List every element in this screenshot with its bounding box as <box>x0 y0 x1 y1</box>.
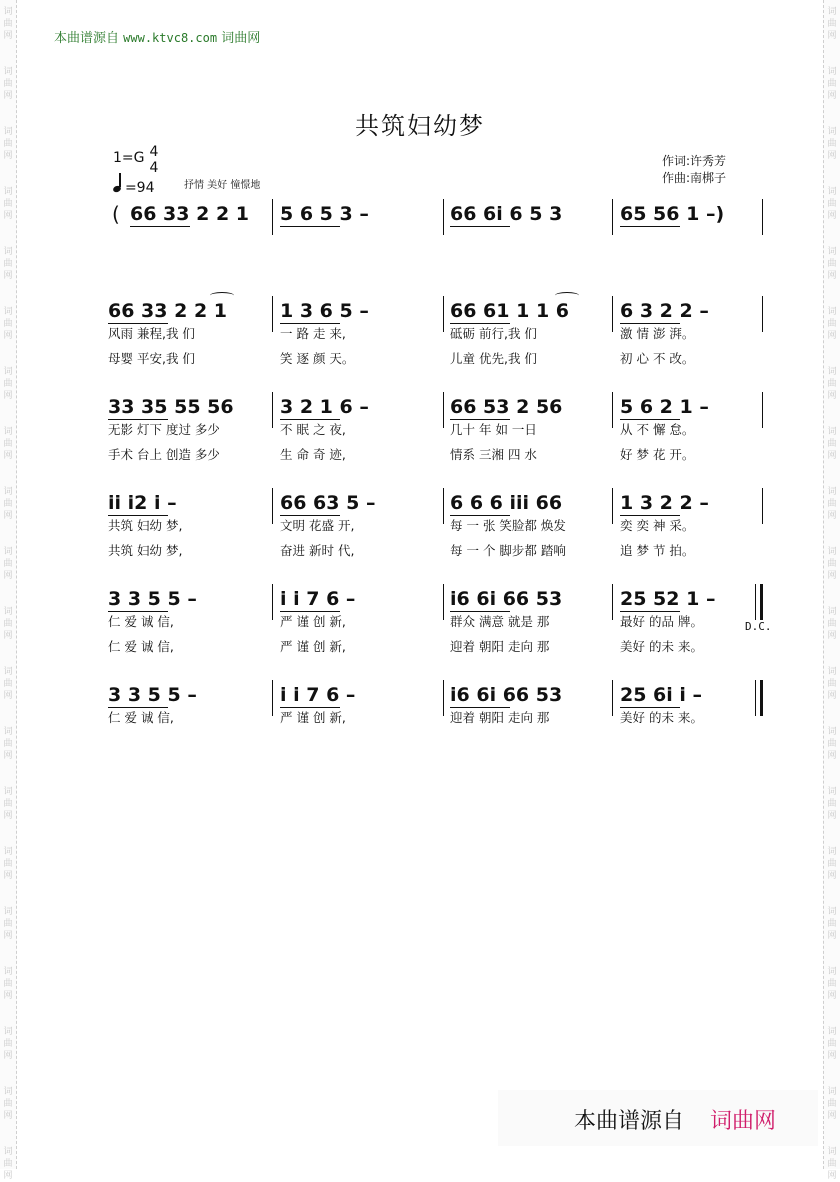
lyric-verse-1: 奕 奕 神 采。 <box>620 518 695 533</box>
watermark-right: 词 曲 网 <box>827 667 837 701</box>
lyric-verse-2: 手术 台上 创造 多少 <box>108 447 220 462</box>
header-suffix: 词曲网 <box>221 31 261 46</box>
quarter-note-icon <box>112 185 122 193</box>
measure-notes: 33 35 55 56 <box>108 396 234 418</box>
watermark-left: 词 曲 网 <box>3 847 13 881</box>
watermark-right: 词 曲 网 <box>827 1147 837 1181</box>
lyric-verse-2: 共筑 妇幼 梦, <box>108 543 183 558</box>
watermark-right: 词 曲 网 <box>827 427 837 461</box>
barline <box>443 488 444 524</box>
lyric-verse-1: 严 谨 创 新, <box>280 710 346 725</box>
beam-underline <box>620 515 680 516</box>
measure-notes: 5 6 2 1 – <box>620 396 709 418</box>
barline <box>272 296 273 332</box>
barline <box>443 680 444 716</box>
watermark-right: 词 曲 网 <box>827 967 837 1001</box>
barline-thin <box>755 680 756 716</box>
barline <box>762 488 763 524</box>
barline <box>272 680 273 716</box>
watermark-left: 词 曲 网 <box>3 1147 13 1181</box>
beam-underline <box>450 515 510 516</box>
watermark-right: 词 曲 网 <box>827 607 837 641</box>
watermark-left: 词 曲 网 <box>3 367 13 401</box>
measure-notes: i6 6i 66 53 <box>450 588 563 610</box>
lyric-verse-1: 仁 爱 诚 信, <box>108 710 174 725</box>
lyric-verse-2: 儿童 优先,我 们 <box>450 351 537 366</box>
final-barline <box>760 680 763 716</box>
lyric-verse-1: 从 不 懈 怠。 <box>620 422 695 437</box>
measure-notes: i i 7 6 – <box>280 684 356 706</box>
measure-notes: 66 61 1 1 6 <box>450 300 570 322</box>
lyric-verse-2: 追 梦 节 拍。 <box>620 543 695 558</box>
watermark-right: 词 曲 网 <box>827 1087 837 1121</box>
beam-underline <box>108 707 168 708</box>
watermark-right: 词 曲 网 <box>827 307 837 341</box>
watermark-right: 词 曲 网 <box>827 1027 837 1061</box>
watermark-right: 词 曲 网 <box>827 847 837 881</box>
watermark-left: 词 曲 网 <box>3 607 13 641</box>
open-paren: ( <box>112 202 120 226</box>
barline <box>762 199 763 235</box>
lyric-verse-1: 仁 爱 诚 信, <box>108 614 174 629</box>
lyric-verse-1: 最好 的品 牌。 <box>620 614 703 629</box>
watermark-right: 词 曲 网 <box>827 67 837 101</box>
measure-notes: 6 6 6 iii 66 <box>450 492 563 514</box>
lyric-verse-2: 仁 爱 诚 信, <box>108 639 174 654</box>
lyric-verse-1: 几十 年 如 一日 <box>450 422 537 437</box>
measure-notes: 1 3 6 5 – <box>280 300 369 322</box>
tempo-value: =94 <box>124 180 155 196</box>
beam-underline <box>620 707 680 708</box>
source-header <box>54 27 260 46</box>
lyric-verse-1: 严 谨 创 新, <box>280 614 346 629</box>
measure-notes: 3 2 1 6 – <box>280 396 369 418</box>
measure-notes: ii i2 i – <box>108 492 177 514</box>
watermark-left: 词 曲 网 <box>3 307 13 341</box>
key-signature: 1=G <box>113 150 145 166</box>
lyric-verse-1: 激 情 澎 湃。 <box>620 326 695 341</box>
barline <box>272 584 273 620</box>
time-signature <box>146 144 162 176</box>
lyricist-credit: 作词:许秀芳 <box>662 154 727 168</box>
measure-notes: i i 7 6 – <box>280 588 356 610</box>
watermark-right: 词 曲 网 <box>827 7 837 41</box>
measure-notes: 3 3 5 5 – <box>108 684 197 706</box>
barline <box>272 488 273 524</box>
watermark-right: 词 曲 网 <box>827 487 837 521</box>
measure-notes: 3 3 5 5 – <box>108 588 197 610</box>
lyric-verse-2: 母婴 平安,我 们 <box>108 351 195 366</box>
measure-notes: 25 6i i – <box>620 684 703 706</box>
beam-underline <box>450 323 510 324</box>
beam-underline <box>620 611 680 612</box>
watermark-right: 词 曲 网 <box>827 187 837 221</box>
watermark-left: 词 曲 网 <box>3 667 13 701</box>
beam-underline <box>450 226 510 227</box>
beam-underline <box>620 323 680 324</box>
lyric-verse-1: 不 眠 之 夜, <box>280 422 346 437</box>
watermark-right: 词 曲 网 <box>827 547 837 581</box>
watermark-left: 词 曲 网 <box>3 187 13 221</box>
barline <box>272 392 273 428</box>
barline <box>612 584 613 620</box>
beam-underline <box>280 611 340 612</box>
watermark-left: 词 曲 网 <box>3 1087 13 1121</box>
expression-mark: 抒情 美好 憧憬地 <box>184 180 261 191</box>
lyric-verse-1: 一 路 走 来, <box>280 326 346 341</box>
barline <box>762 392 763 428</box>
measure-notes: i6 6i 66 53 <box>450 684 563 706</box>
barline <box>762 296 763 332</box>
watermark-right: 词 曲 网 <box>827 367 837 401</box>
lyric-verse-2: 严 谨 创 新, <box>280 639 346 654</box>
lyric-verse-1: 美好 的未 来。 <box>620 710 703 725</box>
beam-underline <box>108 515 168 516</box>
watermark-left: 词 曲 网 <box>3 127 13 161</box>
barline <box>443 199 444 235</box>
beam-underline <box>620 226 680 227</box>
lyric-verse-2: 生 命 奇 迹, <box>280 447 346 462</box>
lyric-verse-1: 砥砺 前行,我 们 <box>450 326 537 341</box>
measure-notes: 5 6 5 3 – <box>280 203 369 225</box>
da-capo-mark: D.C. <box>745 620 772 633</box>
lyric-verse-2: 情系 三湘 四 水 <box>450 447 537 462</box>
barline <box>612 680 613 716</box>
time-bottom: 4 <box>149 160 159 176</box>
tempo-marking <box>113 173 155 196</box>
beam-underline <box>620 419 680 420</box>
lyric-verse-1: 迎着 朝阳 走向 那 <box>450 710 550 725</box>
lyric-verse-2: 笑 逐 颜 天。 <box>280 351 355 366</box>
lyric-verse-1: 每 一 张 笑脸都 焕发 <box>450 518 566 533</box>
watermark-right: 词 曲 网 <box>827 787 837 821</box>
header-prefix: 本曲谱源自 <box>54 31 120 46</box>
watermark-left: 词 曲 网 <box>3 787 13 821</box>
lyric-verse-1: 共筑 妇幼 梦, <box>108 518 183 533</box>
barline <box>612 296 613 332</box>
measure-notes: 65 56 1 –) <box>620 203 725 225</box>
barline <box>272 199 273 235</box>
beam-underline <box>130 226 190 227</box>
composer-credit: 作曲:南梆子 <box>662 171 727 185</box>
lyric-verse-1: 群众 满意 就是 那 <box>450 614 550 629</box>
beam-underline <box>450 419 510 420</box>
time-top: 4 <box>149 144 159 160</box>
watermark-left: 词 曲 网 <box>3 487 13 521</box>
measure-notes: 66 6i 6 5 3 <box>450 203 563 225</box>
beam-underline <box>280 707 340 708</box>
watermark-left: 词 曲 网 <box>3 67 13 101</box>
measure-notes: 66 63 5 – <box>280 492 376 514</box>
barline <box>443 296 444 332</box>
watermark-right: 词 曲 网 <box>827 907 837 941</box>
barline <box>612 488 613 524</box>
beam-underline <box>108 419 168 420</box>
measure-notes: 66 33 2 2 1 <box>108 300 228 322</box>
beam-underline <box>280 226 340 227</box>
beam-underline <box>450 611 510 612</box>
watermark-right: 词 曲 网 <box>827 127 837 161</box>
song-title: 共筑妇幼梦 <box>355 112 485 140</box>
barline <box>612 199 613 235</box>
lyric-verse-2: 美好 的未 来。 <box>620 639 703 654</box>
header-url[interactable]: www.ktvc8.com <box>123 31 218 45</box>
watermark-left: 词 曲 网 <box>3 547 13 581</box>
watermark-left: 词 曲 网 <box>3 907 13 941</box>
lyric-verse-1: 文明 花盛 开, <box>280 518 355 533</box>
watermark-left: 词 曲 网 <box>3 7 13 41</box>
barline <box>612 392 613 428</box>
watermark-left: 词 曲 网 <box>3 727 13 761</box>
measure-notes: 66 33 2 2 1 <box>130 203 250 225</box>
footer-prefix: 本曲谱源自 <box>574 1109 685 1134</box>
measure-notes: 25 52 1 – <box>620 588 716 610</box>
watermark-right: 词 曲 网 <box>827 727 837 761</box>
slur-mark <box>555 292 579 299</box>
watermark-left: 词 曲 网 <box>3 247 13 281</box>
lyric-verse-1: 风雨 兼程,我 们 <box>108 326 195 341</box>
measure-notes: 6 3 2 2 – <box>620 300 709 322</box>
barline <box>443 392 444 428</box>
lyric-verse-2: 好 梦 花 开。 <box>620 447 695 462</box>
beam-underline <box>450 707 510 708</box>
barline <box>443 584 444 620</box>
footer-brand[interactable]: 词曲网 <box>710 1109 777 1134</box>
slur-mark <box>210 292 234 299</box>
beam-underline <box>108 611 168 612</box>
watermark-left: 词 曲 网 <box>3 1027 13 1061</box>
barline-thin <box>755 584 756 620</box>
lyric-verse-2: 每 一 个 脚步都 踏响 <box>450 543 566 558</box>
final-barline <box>760 584 763 620</box>
beam-underline <box>280 323 340 324</box>
lyric-verse-2: 迎着 朝阳 走向 那 <box>450 639 550 654</box>
footer-banner <box>498 1090 818 1146</box>
watermark-left: 词 曲 网 <box>3 967 13 1001</box>
beam-underline <box>280 419 340 420</box>
beam-underline <box>280 515 340 516</box>
watermark-right: 词 曲 网 <box>827 247 837 281</box>
measure-notes: 1 3 2 2 – <box>620 492 709 514</box>
lyric-verse-1: 无影 灯下 度过 多少 <box>108 422 220 437</box>
lyric-verse-2: 初 心 不 改。 <box>620 351 695 366</box>
beam-underline <box>108 323 168 324</box>
watermark-left: 词 曲 网 <box>3 427 13 461</box>
measure-notes: 66 53 2 56 <box>450 396 563 418</box>
lyric-verse-2: 奋进 新时 代, <box>280 543 355 558</box>
